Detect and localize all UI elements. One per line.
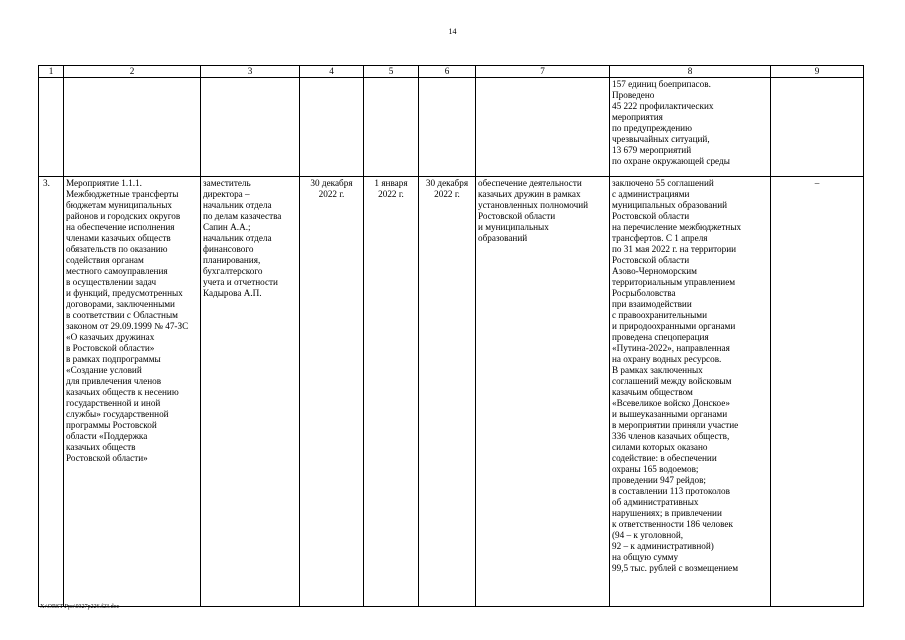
text-line: по охране окружающей среды: [612, 156, 730, 166]
text-line: об административных: [612, 497, 699, 507]
actual-start-date-cell: [364, 177, 419, 607]
text-line: и вышеуказанными органами: [612, 409, 728, 419]
text-line: с правоохранительными: [612, 310, 707, 320]
text-line: казачьих обществ: [66, 442, 136, 452]
text-line: 2022 г.: [434, 189, 460, 199]
text-line: к ответственности 186 человек: [612, 519, 733, 529]
header-cell: 2: [64, 66, 201, 78]
header-number-row: [39, 66, 864, 78]
text-line: при взаимодействии: [612, 299, 692, 309]
header-cell: 1: [39, 66, 64, 78]
text-line: в осуществлении задач: [66, 277, 157, 287]
notes-cell: –: [771, 177, 864, 607]
text-line: заключено 55 соглашений: [612, 178, 714, 188]
continuation-result-cell: [610, 78, 771, 177]
text-line: казачьих дружин в рамках: [478, 189, 581, 199]
header-cell: 7: [476, 66, 610, 78]
header-cell: 6: [419, 66, 476, 78]
text-line: 157 единиц боеприпасов.: [612, 79, 711, 89]
text-line: 13 679 мероприятий: [612, 145, 692, 155]
text-line: «Создание условий: [66, 365, 142, 375]
text-line: начальник отдела: [203, 233, 272, 243]
text-line: содействия органам: [66, 255, 144, 265]
text-line: Ростовской области»: [66, 453, 148, 463]
header-cell: 9: [771, 66, 864, 78]
text-line: Росрыболовства: [612, 288, 676, 298]
text-line: директора –: [203, 189, 250, 199]
text-line: Проведено: [612, 90, 655, 100]
text-line: Кадырова А.П.: [203, 288, 262, 298]
text-line: установленных полномочий: [478, 200, 589, 210]
header-cell: 3: [201, 66, 300, 78]
header-cell: 5: [364, 66, 419, 78]
text-line: нарушениях; в привлечении: [612, 508, 722, 518]
text-line: финансового: [203, 244, 254, 254]
text-line: и природоохранными органами: [612, 321, 736, 331]
actual-result-cell: [610, 177, 771, 607]
text-line: в составлении 113 протоколов: [612, 486, 730, 496]
text-line: программы Ростовской: [66, 420, 157, 430]
text-line: 99,5 тыс. рублей с возмещением: [612, 563, 739, 573]
text-line: «Путина-2022», направленная: [612, 343, 730, 353]
text-line: (94 – к уголовной,: [612, 530, 684, 540]
text-line: 92 – к административной): [612, 541, 714, 551]
text-line: бюджетам муниципальных: [66, 200, 172, 210]
text-line: соглашений между войсковым: [612, 376, 732, 386]
text-line: по предупреждению: [612, 123, 692, 133]
table-row-3: [39, 177, 864, 607]
text-line: в мероприятии приняли участие: [612, 420, 739, 430]
responsible-cell: [201, 177, 300, 607]
text-line: 2022 г.: [318, 189, 345, 199]
text-line: бухгалтерского: [203, 266, 263, 276]
row-number: 3.: [39, 177, 64, 607]
text-line: 336 членов казачьих обществ,: [612, 431, 730, 441]
text-line: в рамках подпрограммы: [66, 354, 161, 364]
text-line: казачьим обществом: [612, 387, 693, 397]
activity-name-cell: [64, 177, 201, 607]
continuation-row: [39, 78, 864, 177]
text-line: содействие: в обеспечении: [612, 453, 717, 463]
text-line: для привлечения членов: [66, 376, 162, 386]
text-line: В рамках заключенных: [612, 365, 703, 375]
text-line: трансфертов. С 1 апреля: [612, 233, 708, 243]
text-line: по 31 мая 2022 г. на территории: [612, 244, 737, 254]
text-line: силами которых оказано: [612, 442, 708, 452]
text-line: государственной и иной: [66, 398, 161, 408]
text-line: 30 декабря: [310, 178, 353, 188]
text-line: мероприятия: [612, 112, 663, 122]
text-line: и муниципальных: [478, 222, 549, 232]
text-line: договорами, заключенными: [66, 299, 175, 309]
text-line: казачьих обществ к несению: [66, 387, 179, 397]
text-line: Ростовской области: [612, 211, 690, 221]
text-line: Сапин А.А.;: [203, 222, 251, 232]
text-line: Азово-Черноморским: [612, 266, 697, 276]
text-line: обязательств по оказанию: [66, 244, 168, 254]
text-line: «О казачьих дружинах: [66, 332, 155, 342]
text-line: районов и городских округов: [66, 211, 181, 221]
text-line: заместитель: [203, 178, 251, 188]
text-line: на обеспечение исполнения: [66, 222, 175, 232]
text-line: законом от 29.09.1999 № 47-ЗС: [66, 321, 189, 331]
text-line: 30 декабря: [425, 178, 469, 188]
text-line: учета и отчетности: [203, 277, 278, 287]
text-line: Мероприятие 1.1.1.: [66, 178, 142, 188]
text-line: охраны 165 водоемов;: [612, 464, 699, 474]
text-line: планирования,: [203, 255, 261, 265]
text-line: по делам казачества: [203, 211, 282, 221]
actual-end-date-cell: [419, 177, 476, 607]
text-line: Ростовской области: [478, 211, 556, 221]
text-line: с администрациями: [612, 189, 690, 199]
header-cell: 8: [610, 66, 771, 78]
text-line: в Ростовской области»: [66, 343, 155, 353]
text-line: на общую сумму: [612, 552, 679, 562]
text-line: обеспечение деятельности: [478, 178, 582, 188]
text-line: 2022 г.: [378, 189, 404, 199]
page-number: 14: [448, 27, 457, 36]
text-line: области «Поддержка: [66, 431, 148, 441]
text-line: на охрану водных ресурсов.: [612, 354, 722, 364]
text-line: в соответствии с Областным: [66, 310, 178, 320]
header-cell: 4: [300, 66, 364, 78]
text-line: территориальным управлением: [612, 277, 736, 287]
text-line: членами казачьих обществ: [66, 233, 171, 243]
expected-result-cell: [476, 177, 610, 607]
text-line: и функций, предусмотренных: [66, 288, 183, 298]
text-line: проведении 947 рейдов;: [612, 475, 706, 485]
text-line: Ростовской области: [612, 255, 690, 265]
planned-end-date-cell: [300, 177, 364, 607]
text-line: начальник отдела: [203, 200, 272, 210]
text-line: «Всевеликое войско Донское»: [612, 398, 730, 408]
text-line: 45 222 профилактических: [612, 101, 714, 111]
text-line: проведена спецоперация: [612, 332, 709, 342]
text-line: образований: [478, 233, 528, 243]
text-line: службы» государственной: [66, 409, 169, 419]
text-line: Межбюджетные трансферты: [66, 189, 179, 199]
text-line: чрезвычайных ситуаций,: [612, 134, 710, 144]
file-path-footer: X:\ORST\Ppo\0327p226.f23.doc: [40, 604, 120, 610]
report-table: [38, 65, 864, 607]
text-line: 1 января: [374, 178, 408, 188]
text-line: муниципальных образований: [612, 200, 728, 210]
text-line: на перечисление межбюджетных: [612, 222, 742, 232]
text-line: местного самоуправления: [66, 266, 168, 276]
